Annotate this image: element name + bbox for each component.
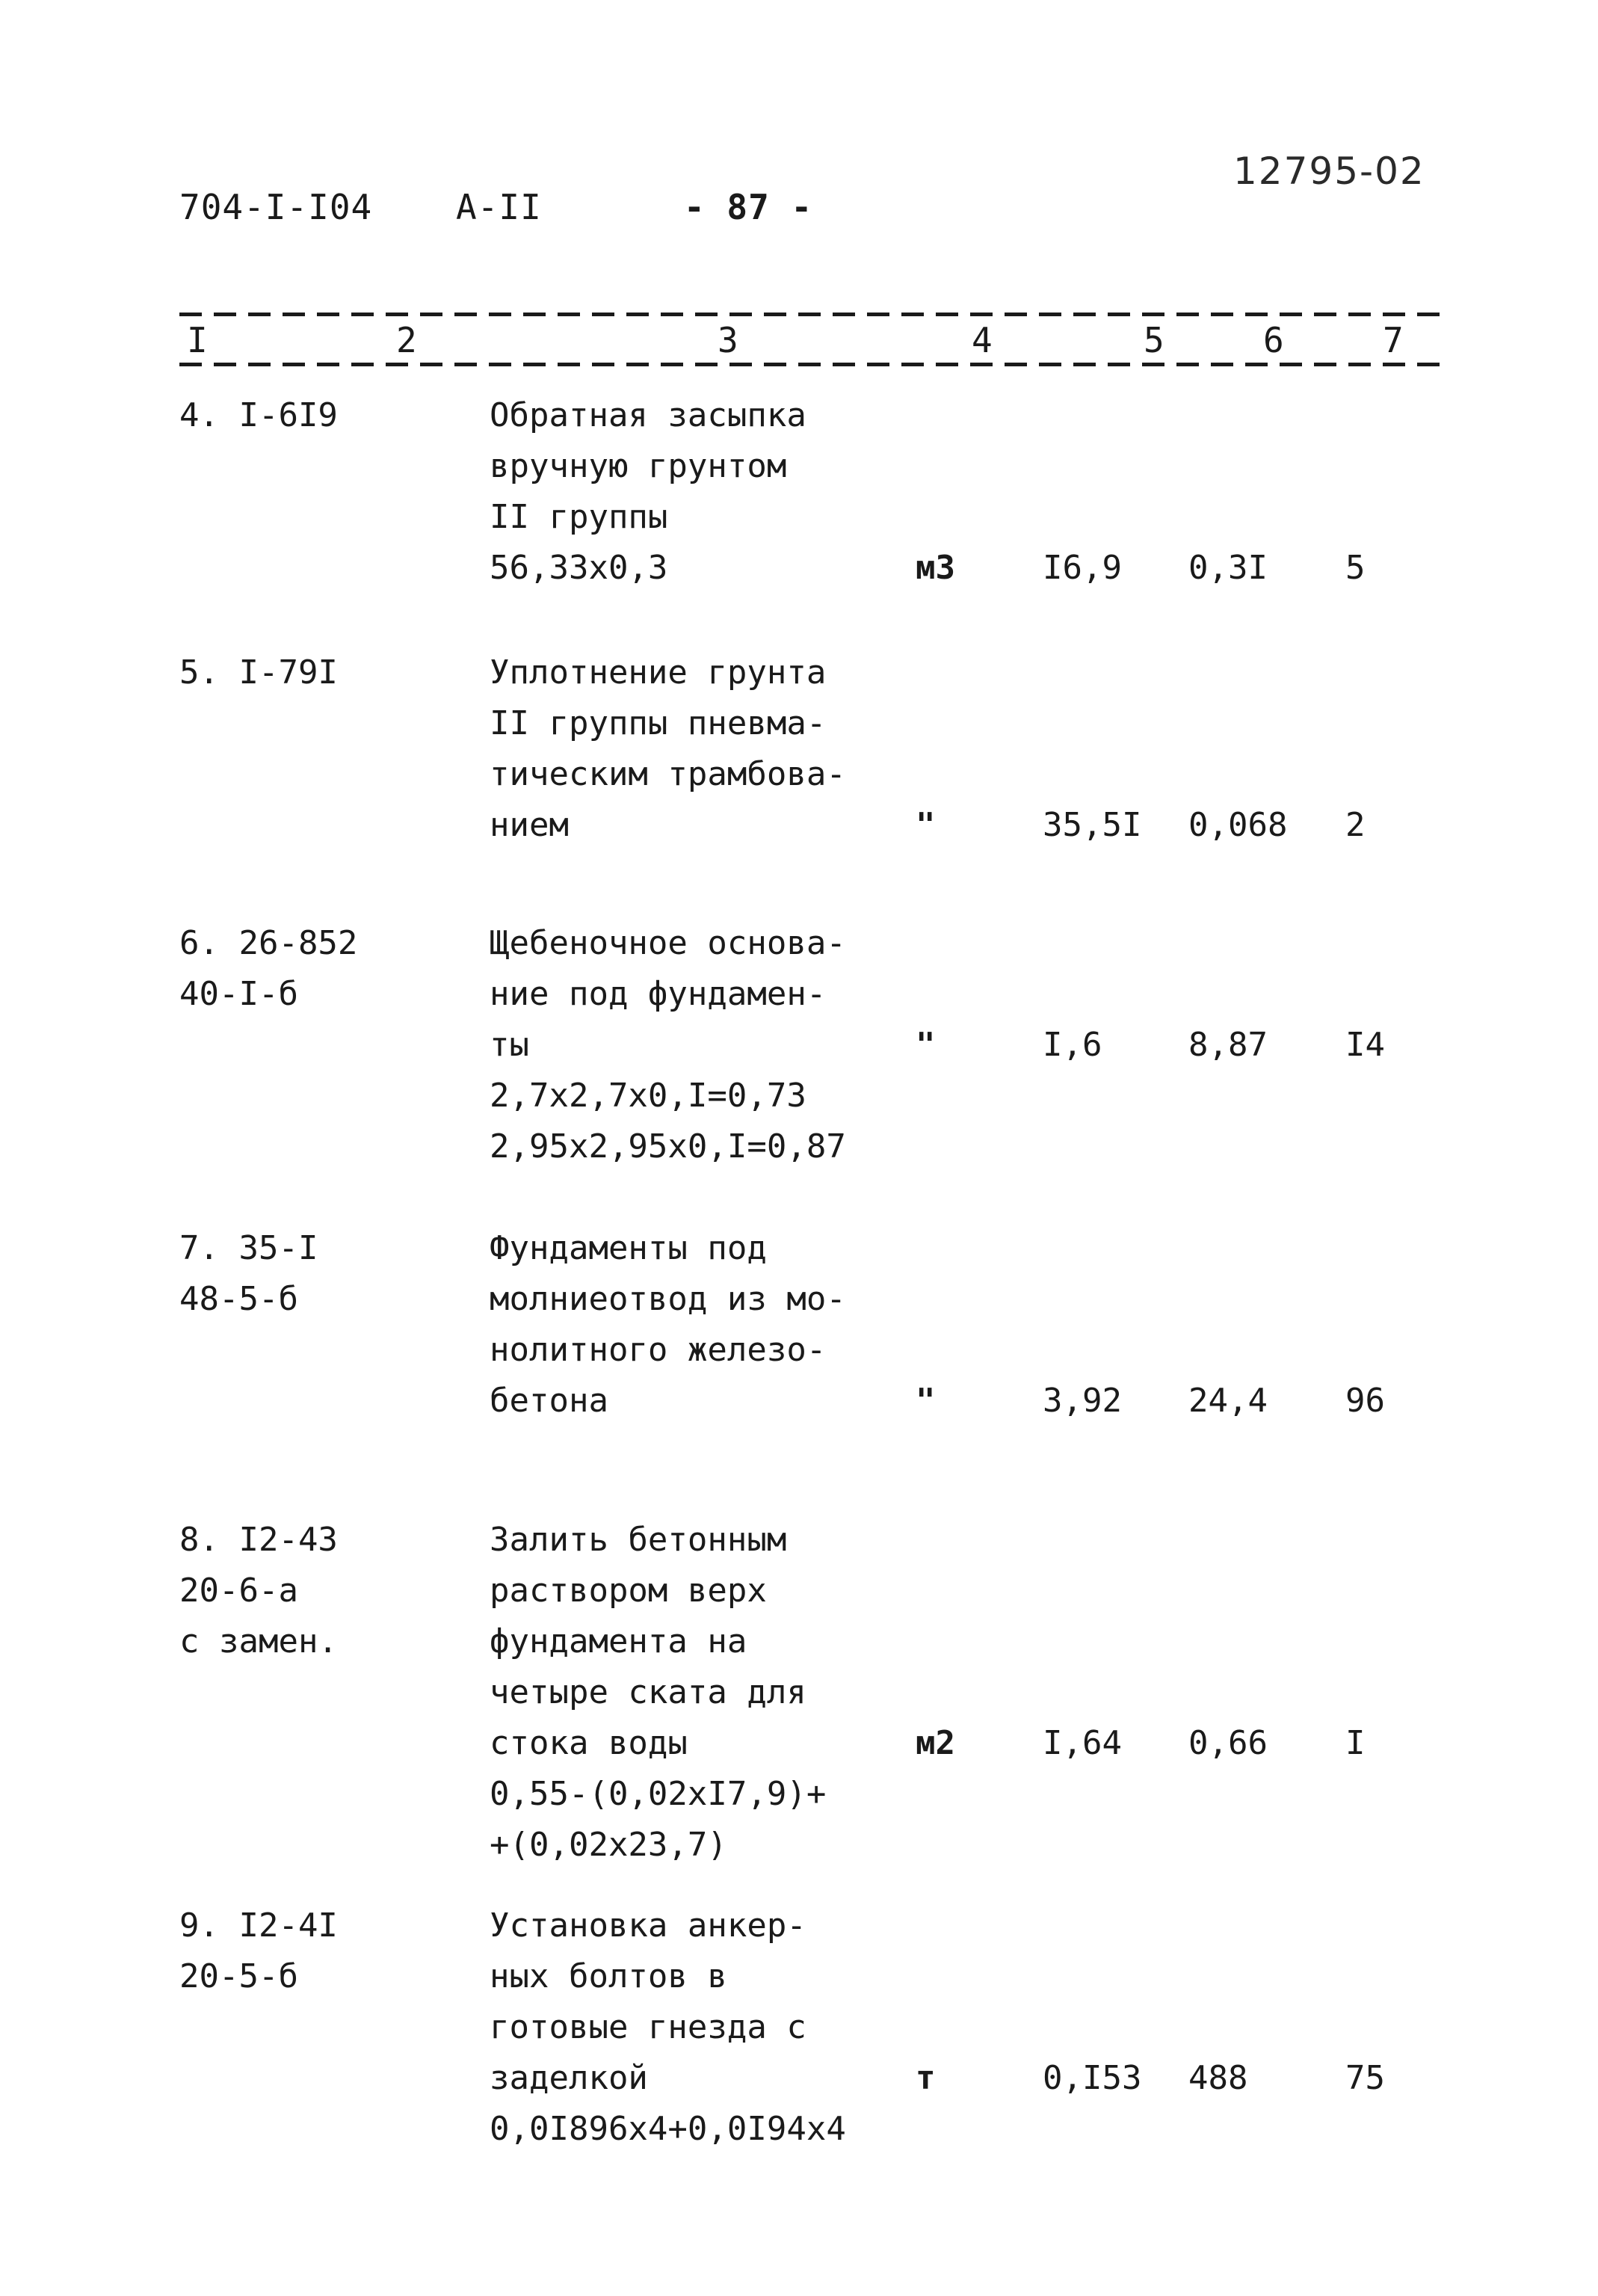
column-number-4: 4 [972,320,993,360]
column-number-5: 5 [1144,320,1164,360]
table-row-description: Фундаменты под молниеотвод из мо- нолитного железо- бетона [490,1229,846,1420]
table-row-total: 2 [1345,806,1366,844]
table-row-description: Щебеночное основа- ние под фундамен- ты 2,7х2,7х0,I=0,73 2,95х2,95х0,I=0,87 [490,924,846,1166]
table-row-quantity: I,64 [1043,1724,1122,1762]
table-row-quantity: I,6 [1043,1026,1102,1064]
table-row-total: I4 [1345,1026,1385,1064]
table-row-code: 8. I2-43 20-6-а с замен. [179,1521,338,1661]
table-row-description: Установка анкер- ных болтов в готовые гнезда с заделкой 0,0I896х4+0,0I94х4 [490,1906,846,2148]
document-code: 704-I-I04 [179,187,373,227]
table-row-unit: " [916,1382,936,1420]
table-row-total: 96 [1345,1382,1385,1420]
table-header-divider [179,363,1450,366]
table-row-price: 0,66 [1188,1724,1268,1762]
table-row-unit: м3 [916,549,955,587]
table-row-unit: м2 [916,1724,955,1762]
page-number: - 87 - [684,187,813,227]
table-row-description: Обратная засыпка вручную грунтом II группы 56,33х0,3 [490,396,806,587]
table-row-quantity: I6,9 [1043,549,1122,587]
table-row-total: 5 [1345,549,1366,587]
section-code: A-II [456,187,542,227]
column-number-3: 3 [718,320,738,360]
table-row-quantity: 35,5I [1043,806,1142,844]
table-row-code: 6. 26-852 40-I-б [179,924,358,1013]
table-top-divider [179,313,1450,316]
table-row-code: 4. I-6I9 [179,396,338,434]
table-row-quantity: 0,I53 [1043,2059,1142,2097]
table-row-code: 9. I2-4I 20-5-б [179,1906,338,1995]
table-row-total: 75 [1345,2059,1385,2097]
table-row-total: I [1345,1724,1366,1762]
table-row-price: 24,4 [1188,1382,1268,1420]
table-row-price: 0,3I [1188,549,1268,587]
table-row-unit: " [916,806,936,844]
table-row-code: 5. I-79I [179,653,338,692]
table-row-price: 488 [1188,2059,1248,2097]
table-row-unit: " [916,1026,936,1064]
column-number-1: I [187,320,208,360]
table-row-price: 0,068 [1188,806,1288,844]
table-row-quantity: 3,92 [1043,1382,1122,1420]
table-row-description: Залить бетонным раствором верх фундамента на четыре ската для стока воды 0,55-(0,02хI7,9)+ +(0,02х23,7) [490,1521,827,1864]
column-number-6: 6 [1263,320,1284,360]
table-row-code: 7. 35-I 48-5-б [179,1229,318,1318]
column-number-2: 2 [396,320,417,360]
table-row-unit: т [916,2059,936,2097]
table-row-price: 8,87 [1188,1026,1268,1064]
table-row-description: Уплотнение грунта II группы пневма- тическим трамбова- нием [490,653,846,844]
column-number-7: 7 [1383,320,1404,360]
handwritten-number: 12795-02 [1233,150,1425,193]
